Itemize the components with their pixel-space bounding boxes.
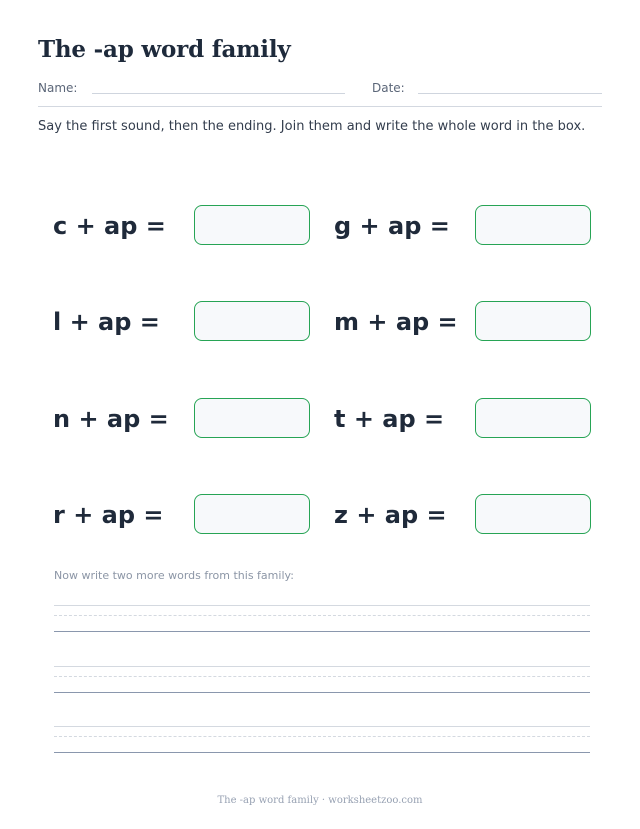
- name-field[interactable]: [92, 93, 345, 94]
- equation-g-ap: g + ap =: [334, 212, 450, 240]
- handwriting-top-line: [54, 605, 590, 606]
- writing-prompt: Now write two more words from this family:: [54, 569, 294, 582]
- date-label: Date:: [372, 81, 405, 95]
- equation-n-ap: n + ap =: [53, 405, 169, 433]
- handwriting-mid-line: [54, 736, 590, 737]
- equation-t-ap: t + ap =: [334, 405, 445, 433]
- answer-box-n-ap[interactable]: [194, 398, 310, 438]
- date-field[interactable]: [418, 93, 602, 94]
- equation-z-ap: z + ap =: [334, 501, 447, 529]
- page-footer: The -ap word family · worksheetzoo.com: [217, 795, 423, 806]
- equation-l-ap: l + ap =: [53, 308, 160, 336]
- handwriting-base-line: [54, 631, 590, 632]
- handwriting-mid-line: [54, 615, 590, 616]
- answer-box-r-ap[interactable]: [194, 494, 310, 534]
- answer-box-g-ap[interactable]: [475, 205, 591, 245]
- answer-box-t-ap[interactable]: [475, 398, 591, 438]
- header-divider: [38, 106, 602, 107]
- handwriting-top-line: [54, 726, 590, 727]
- answer-box-l-ap[interactable]: [194, 301, 310, 341]
- name-label: Name:: [38, 81, 78, 95]
- instructions: Say the first sound, then the ending. Join them and write the whole word in the box.: [38, 119, 586, 134]
- handwriting-base-line: [54, 752, 590, 753]
- answer-box-c-ap[interactable]: [194, 205, 310, 245]
- handwriting-base-line: [54, 692, 590, 693]
- equation-m-ap: m + ap =: [334, 308, 458, 336]
- handwriting-top-line: [54, 666, 590, 667]
- equation-r-ap: r + ap =: [53, 501, 164, 529]
- handwriting-mid-line: [54, 676, 590, 677]
- worksheet-title: The -ap word family: [38, 36, 291, 63]
- equation-c-ap: c + ap =: [53, 212, 166, 240]
- answer-box-z-ap[interactable]: [475, 494, 591, 534]
- answer-box-m-ap[interactable]: [475, 301, 591, 341]
